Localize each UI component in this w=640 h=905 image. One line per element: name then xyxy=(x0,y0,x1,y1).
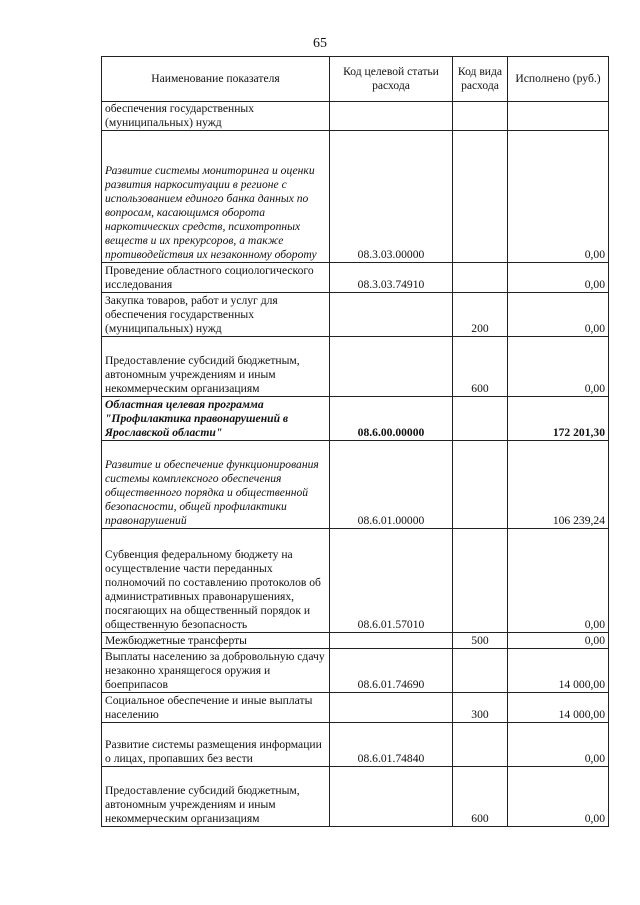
table-row xyxy=(102,723,609,767)
row-code-cell: 08.6.01.00000 xyxy=(330,441,453,529)
row-kind-cell xyxy=(453,131,508,263)
row-sum-cell: 172 201,30 xyxy=(508,397,609,441)
row-name-cell: Предоставление субсидий бюджетным, автономным учреждениям и иным некоммерческим организациям xyxy=(102,767,330,827)
header-kind: Код вида расхода xyxy=(453,57,508,102)
row-kind-cell xyxy=(453,723,508,767)
row-sum-cell: 106 239,24 xyxy=(508,441,609,529)
table-row xyxy=(102,767,609,827)
row-name-cell: обеспечения государственных (муниципальных) нужд xyxy=(102,102,330,131)
row-kind-cell xyxy=(453,649,508,693)
row-kind-cell: 600 xyxy=(453,337,508,397)
table-row xyxy=(102,693,609,723)
table-row xyxy=(102,102,609,131)
row-code-cell xyxy=(330,102,453,131)
table-body xyxy=(102,102,609,827)
table-header-row xyxy=(102,57,609,102)
row-code-cell xyxy=(330,767,453,827)
page-number: 65 xyxy=(313,36,327,51)
row-sum-cell: 14 000,00 xyxy=(508,693,609,723)
table-row xyxy=(102,441,609,529)
row-sum-cell: 0,00 xyxy=(508,337,609,397)
row-sum-cell: 0,00 xyxy=(508,263,609,293)
row-name-cell: Областная целевая программа "Профилактика правонарушений в Ярославской области" xyxy=(102,397,330,441)
row-sum-cell: 0,00 xyxy=(508,633,609,649)
row-kind-cell xyxy=(453,529,508,633)
row-code-cell xyxy=(330,337,453,397)
table-row xyxy=(102,293,609,337)
row-kind-cell: 200 xyxy=(453,293,508,337)
row-sum-cell xyxy=(508,102,609,131)
row-code-cell xyxy=(330,293,453,337)
row-kind-cell: 300 xyxy=(453,693,508,723)
row-code-cell: 08.3.03.00000 xyxy=(330,131,453,263)
header-name: Наименование показателя xyxy=(102,57,330,102)
row-name-cell: Межбюджетные трансферты xyxy=(102,633,330,649)
row-code-cell: 08.6.00.00000 xyxy=(330,397,453,441)
row-code-cell xyxy=(330,633,453,649)
row-name-cell: Развитие системы размещения информации о лицах, пропавших без вести xyxy=(102,723,330,767)
row-kind-cell xyxy=(453,263,508,293)
header-code: Код целевой статьи расхода xyxy=(330,57,453,102)
row-name-cell: Закупка товаров, работ и услуг для обеспечения государственных (муниципальных) нужд xyxy=(102,293,330,337)
row-name-cell: Развитие и обеспечение функционирования системы комплексного обеспечения общественного порядка и общественной безопасности, общей профилактики правонарушений xyxy=(102,441,330,529)
row-kind-cell xyxy=(453,441,508,529)
row-sum-cell: 0,00 xyxy=(508,529,609,633)
row-name-cell: Предоставление субсидий бюджетным, автономным учреждениям и иным некоммерческим организациям xyxy=(102,337,330,397)
row-code-cell: 08.3.03.74910 xyxy=(330,263,453,293)
table-row xyxy=(102,263,609,293)
header-sum: Исполнено (руб.) xyxy=(508,57,609,102)
row-name-cell: Социальное обеспечение и иные выплаты населению xyxy=(102,693,330,723)
row-sum-cell: 14 000,00 xyxy=(508,649,609,693)
row-name-cell: Развитие системы мониторинга и оценки развития наркоситуации в регионе с использованием единого банка данных по вопросам, касающимся оборота наркотических средств, психотропных веществ и их прекурсоров, а также противодействия их незаконному обороту xyxy=(102,131,330,263)
row-sum-cell: 0,00 xyxy=(508,293,609,337)
table-row xyxy=(102,337,609,397)
row-sum-cell: 0,00 xyxy=(508,723,609,767)
row-code-cell: 08.6.01.74840 xyxy=(330,723,453,767)
row-kind-cell: 600 xyxy=(453,767,508,827)
row-kind-cell: 500 xyxy=(453,633,508,649)
table-row xyxy=(102,131,609,263)
row-kind-cell xyxy=(453,102,508,131)
table-row xyxy=(102,397,609,441)
row-code-cell: 08.6.01.57010 xyxy=(330,529,453,633)
row-sum-cell: 0,00 xyxy=(508,767,609,827)
table-row xyxy=(102,649,609,693)
row-name-cell: Выплаты населению за добровольную сдачу незаконно хранящегося оружия и боеприпасов xyxy=(102,649,330,693)
row-name-cell: Субвенция федеральному бюджету на осуществление части переданных полномочий по составлению протоколов об административных правонарушениях, посягающих на общественный порядок и общественную безопасность xyxy=(102,529,330,633)
row-sum-cell: 0,00 xyxy=(508,131,609,263)
expenditure-table xyxy=(101,56,609,827)
row-kind-cell xyxy=(453,397,508,441)
table-row xyxy=(102,529,609,633)
row-code-cell xyxy=(330,693,453,723)
row-code-cell: 08.6.01.74690 xyxy=(330,649,453,693)
row-name-cell: Проведение областного социологического исследования xyxy=(102,263,330,293)
table-row xyxy=(102,633,609,649)
